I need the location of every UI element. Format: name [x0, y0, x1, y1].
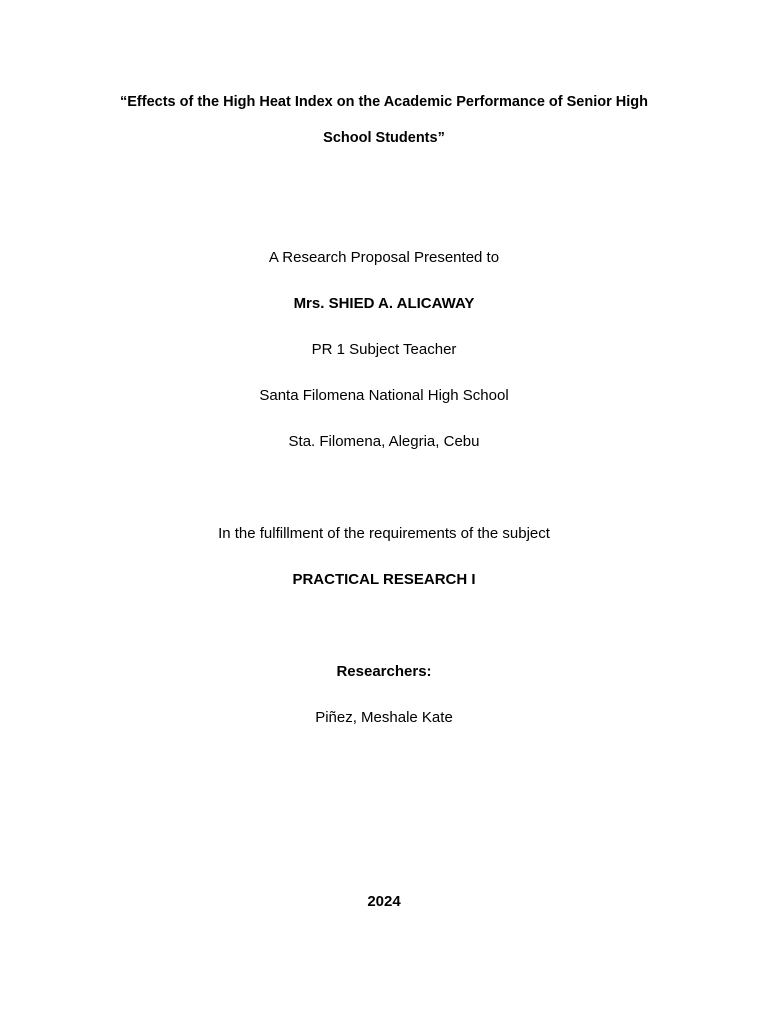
school-name: Santa Filomena National High School — [259, 387, 509, 404]
researchers-heading: Researchers: — [336, 663, 432, 680]
school-address: Sta. Filomena, Alegria, Cebu — [288, 433, 480, 450]
presented-to-text: A Research Proposal Presented to — [268, 249, 500, 266]
title-line-2: School Students” — [323, 130, 445, 146]
document-year: 2024 — [367, 893, 401, 910]
researcher-name: Piñez, Meshale Kate — [315, 709, 453, 726]
teacher-role: PR 1 Subject Teacher — [311, 341, 457, 358]
fulfillment-text: In the fulfillment of the requirements of the subject — [218, 525, 550, 542]
teacher-name: Mrs. SHIED A. ALICAWAY — [293, 295, 475, 312]
title-line-1: “Effects of the High Heat Index on the Academic Performance of Senior High — [120, 94, 648, 110]
subject-name: PRACTICAL RESEARCH I — [292, 571, 476, 588]
